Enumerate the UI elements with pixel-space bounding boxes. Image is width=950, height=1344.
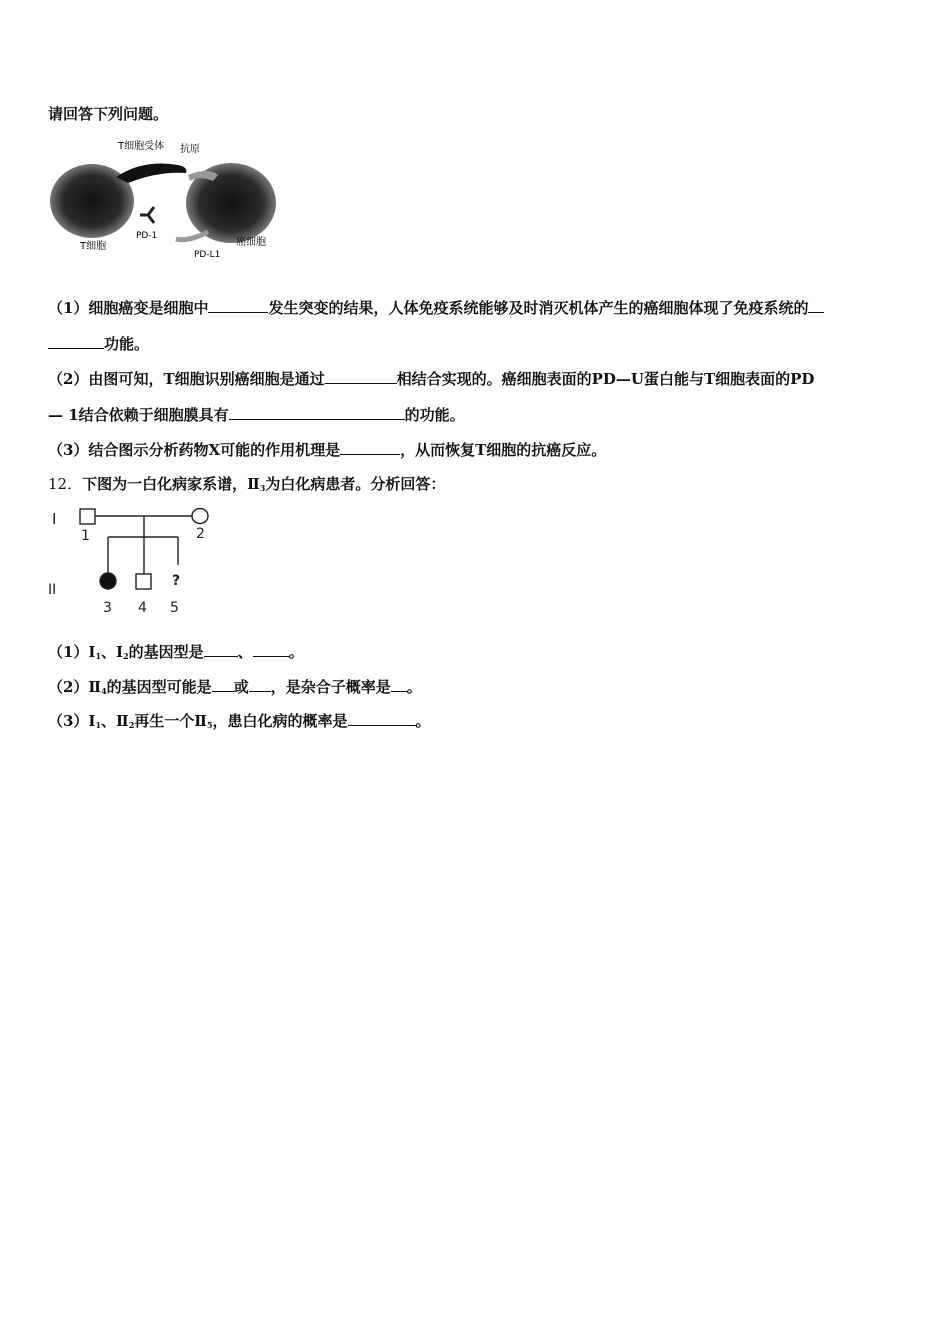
sub3-text: 再生一个Ⅱ: [134, 712, 207, 730]
pdl1-shape: [176, 232, 208, 240]
q2-prefix: （2）由图可知，T细胞识别癌细胞是通过: [48, 370, 325, 388]
q3-suffix: ，从而恢复T细胞的抗癌反应。: [400, 441, 607, 459]
t-cell-label: T细胞: [80, 241, 107, 252]
sub2-blank-1[interactable]: [212, 677, 234, 692]
sub2-end: 。: [406, 678, 422, 696]
sub2-prefix: （2）Ⅱ: [48, 678, 102, 696]
individual-4-number: 4: [138, 600, 147, 616]
individual-2-female: [192, 509, 208, 524]
sub1-sub-a: 1: [95, 651, 102, 661]
q1-blank-2a[interactable]: [808, 298, 824, 313]
individual-5-unknown: ?: [172, 573, 181, 589]
individual-4-male: [136, 574, 151, 589]
immune-figure: [48, 137, 280, 262]
generation-1-label: I: [52, 510, 57, 528]
sub3-sub-b: 2: [128, 720, 135, 730]
pedigree-chart: [44, 503, 224, 621]
sub-question-2: [48, 676, 422, 697]
question-1-cont: [48, 333, 149, 354]
q1-mid: 发生突变的结果，人体免疫系统能够及时消灭机体产生的癌细胞体现了免疫系统的: [268, 299, 809, 317]
sub1-prefix: （1）Ⅰ: [48, 643, 96, 661]
sub2-blank-2[interactable]: [249, 677, 271, 692]
problem-12-number: 12．: [48, 475, 83, 493]
q2-blank-1[interactable]: [325, 369, 397, 384]
question-3: [48, 439, 606, 460]
question-1: [48, 297, 824, 318]
q2-blank-2[interactable]: [229, 405, 405, 420]
q2-mid: 相结合实现的。癌细胞表面的PD—U蛋白能与T细胞表面的PD: [396, 370, 815, 388]
intro-text: 请回答下列问题。: [48, 105, 169, 123]
sub3-sub-c: 5: [206, 720, 213, 730]
generation-2-label: II: [48, 582, 57, 598]
sub-question-1: [48, 641, 304, 662]
individual-1-number: 1: [81, 528, 90, 544]
q2-line2-prefix: — 1结合依赖于细胞膜具有: [48, 406, 229, 424]
q1-blank-1[interactable]: [208, 298, 268, 313]
sub1-sep: 、: [237, 643, 253, 661]
problem-12-stem: [48, 473, 445, 494]
sub2-sub-a: 4: [101, 686, 107, 696]
sub3-tail: ，患白化病的概率是: [212, 712, 348, 730]
sub1-blank-1[interactable]: [204, 642, 238, 657]
individual-3-affected-female: [100, 573, 116, 589]
individual-1-male: [80, 509, 95, 524]
t-cell-receptor-label: T细胞受体: [118, 141, 165, 152]
problem-12-sub: 3: [259, 483, 266, 493]
sub3-blank[interactable]: [348, 711, 416, 726]
antigen-label: 抗原: [180, 144, 200, 155]
q3-prefix: （3）结合图示分析药物X可能的作用机理是: [48, 441, 341, 459]
t-cell-receptor-shape: [116, 164, 186, 184]
question-2: [48, 368, 814, 389]
sub2-blank-3[interactable]: [391, 677, 407, 692]
sub1-mid: 、Ⅰ: [101, 643, 124, 661]
sub-question-3: [48, 710, 431, 731]
sub2-or: 或: [233, 678, 249, 696]
sub3-prefix: （3）Ⅰ: [48, 712, 96, 730]
cancer-cell-label: 癌细胞: [236, 237, 266, 248]
pd1-label: PD-1: [136, 231, 158, 241]
question-2-cont: [48, 404, 465, 425]
q2-suffix: 的功能。: [404, 406, 465, 424]
q1-blank-2b[interactable]: [48, 334, 104, 349]
pd1-shape: [140, 207, 154, 223]
problem-12-text-a: 下图为一白化病家系谱，Ⅱ: [82, 475, 260, 493]
pdl1-label: PD-L1: [194, 250, 221, 260]
q1-prefix: （1）细胞癌变是细胞中: [48, 299, 209, 317]
individual-3-number: 3: [103, 600, 112, 616]
sub1-sub-b: 2: [123, 651, 129, 661]
individual-5-number: 5: [170, 600, 179, 616]
q1-suffix: 功能。: [104, 335, 150, 353]
sub1-text: 的基因型是: [128, 643, 204, 661]
sub2-text: 的基因型可能是: [106, 678, 212, 696]
sub3-end: 。: [415, 712, 431, 730]
sub3-sub-a: 1: [95, 720, 102, 730]
problem-12-text-b: 为白化病患者。分析回答：: [265, 475, 446, 493]
sub1-blank-2[interactable]: [253, 642, 289, 657]
sub1-end: 。: [288, 643, 304, 661]
sub2-prob: ，是杂合子概率是: [270, 678, 391, 696]
individual-2-number: 2: [196, 526, 205, 542]
sub3-mid: 、Ⅱ: [101, 712, 129, 730]
q3-blank[interactable]: [340, 440, 400, 455]
